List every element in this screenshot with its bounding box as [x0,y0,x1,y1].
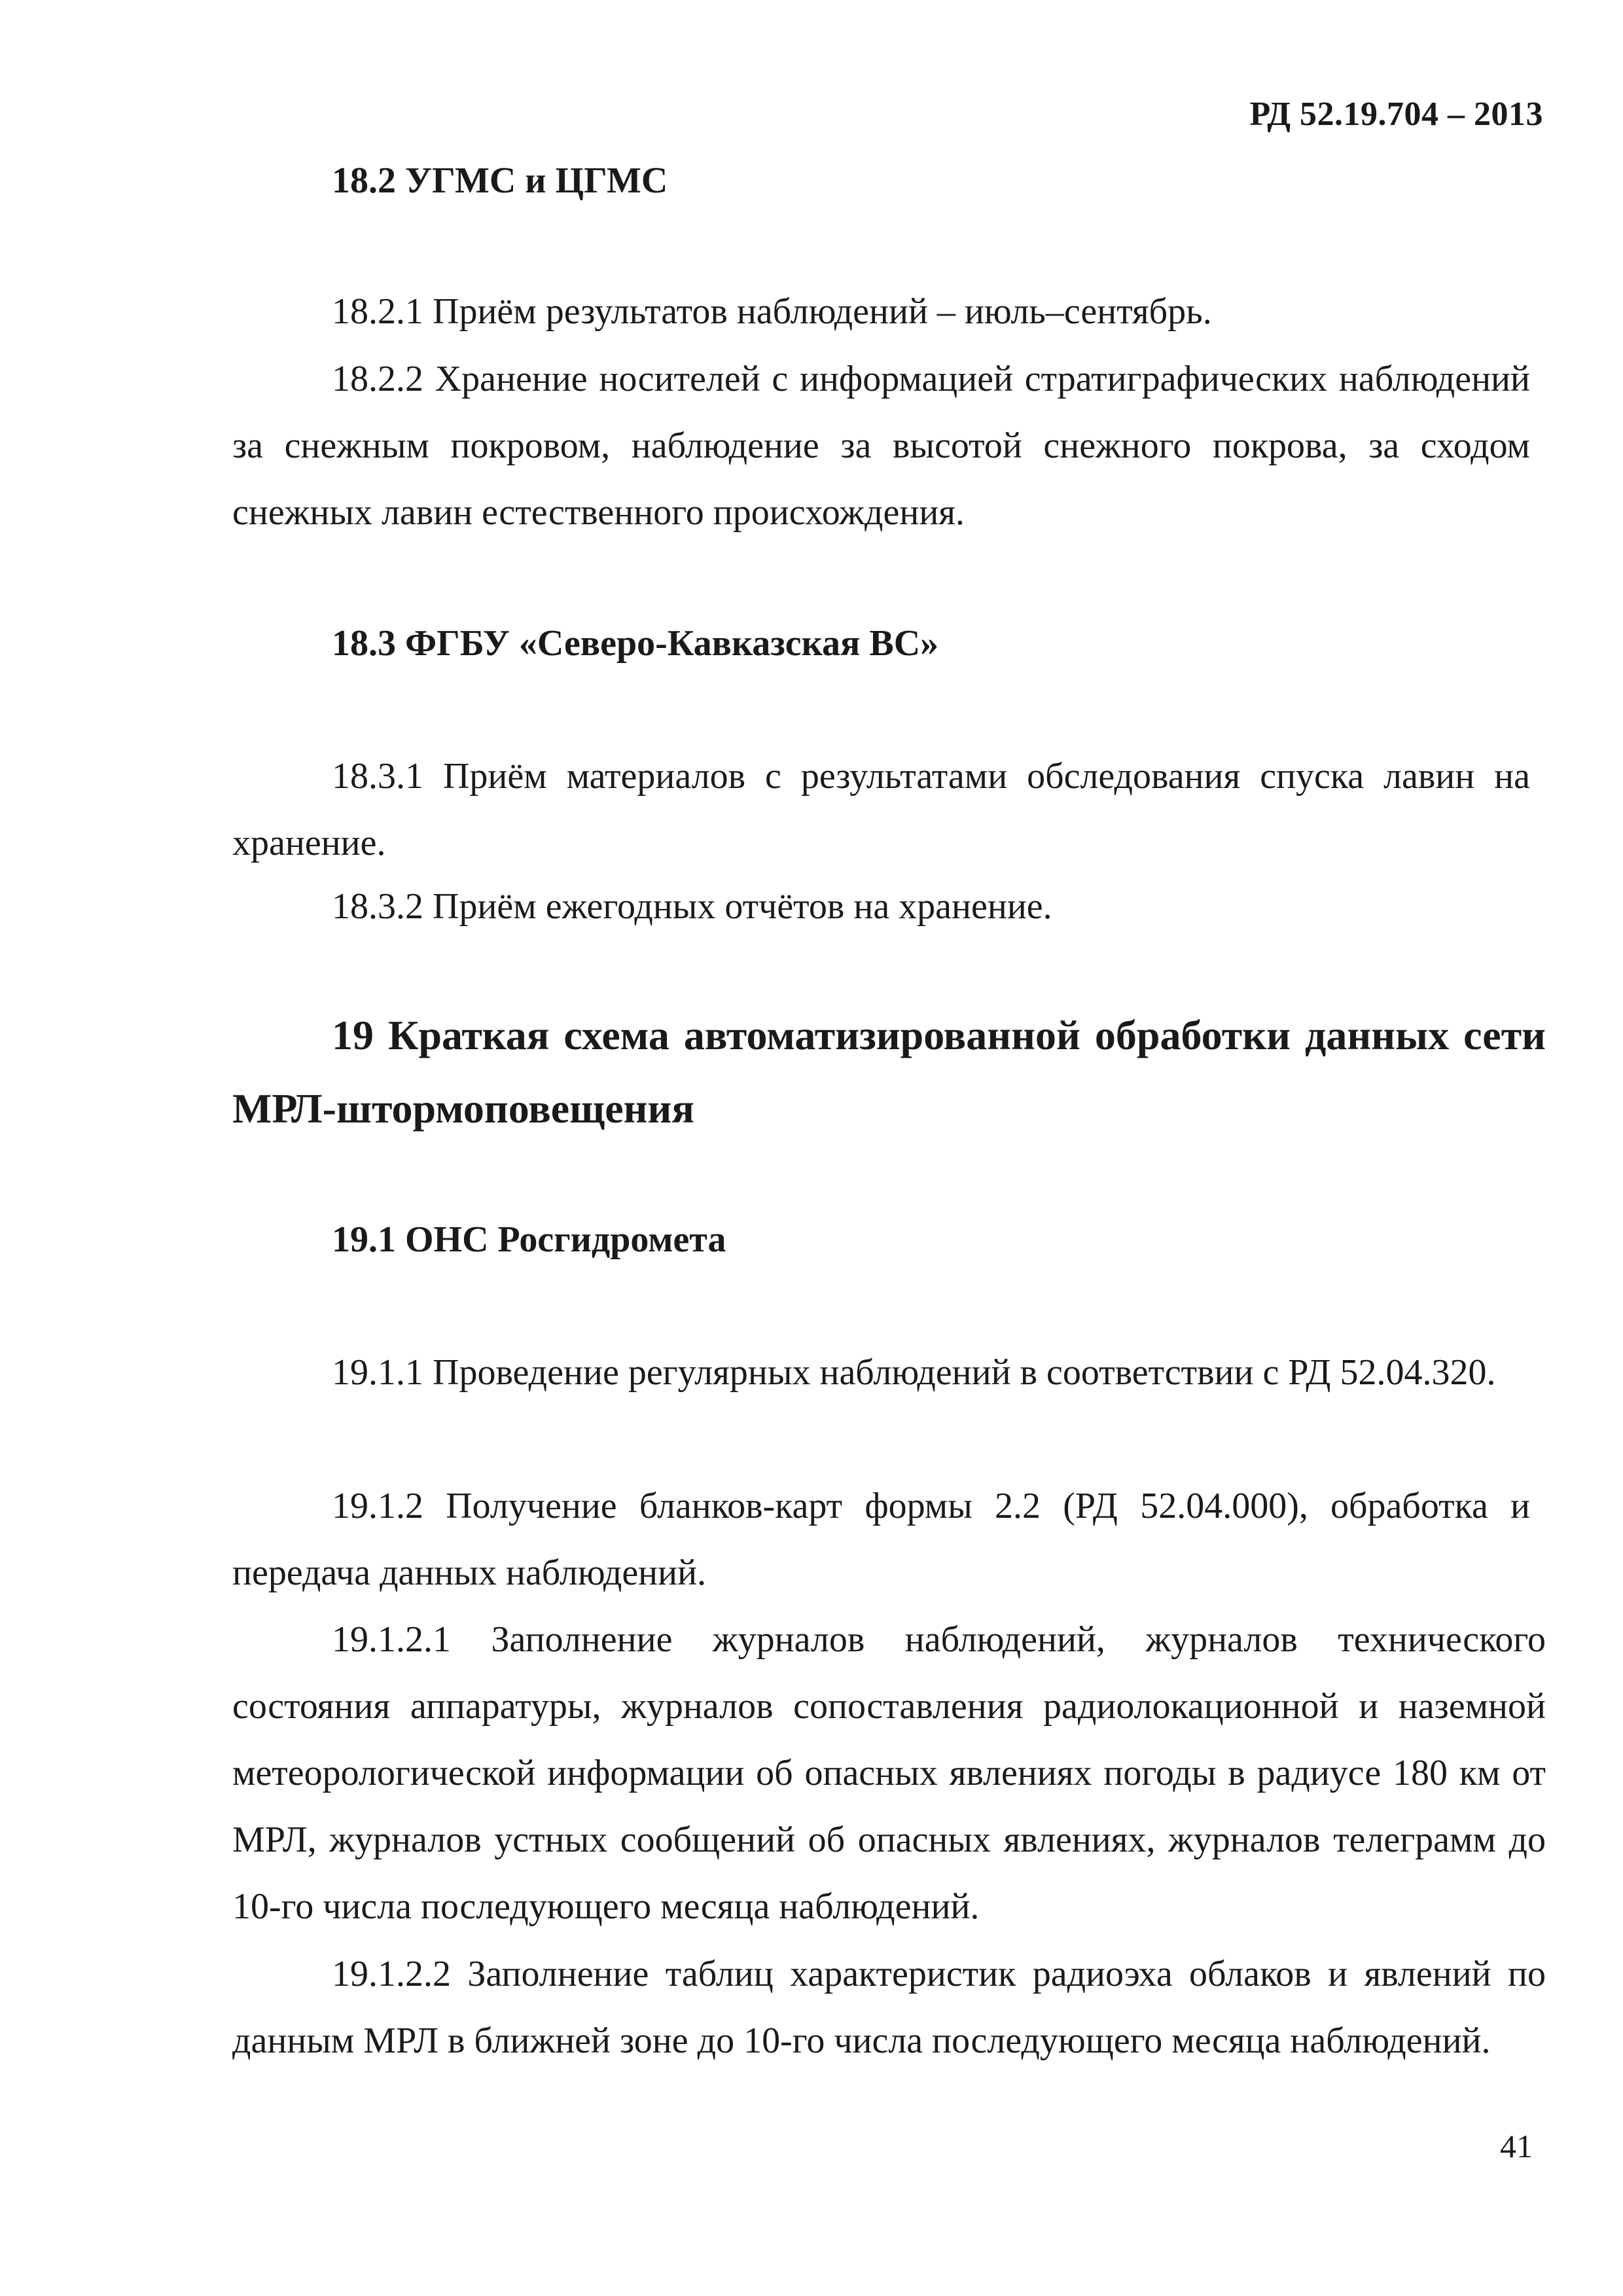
paragraph-18-3-2: 18.3.2 Приём ежегодных отчётов на хранение. [332,886,1052,927]
paragraph-19-1-2-2: 19.1.2.2 Заполнение таблиц характеристик радиоэха облаков и явлений по данным МРЛ в ближней зоне до 10-го числа последующего месяца наблюдений. [232,1954,1546,2061]
paragraph-18-2-2: 18.2.2 Хранение носителей с информацией стратиграфических наблюдений за снежным покровом, наблюдение за высотой снежного покрова, за сходом снежных лавин естественного происхождения. [232,359,1530,533]
section-19-1-heading: 19.1 ОНС Росгидромета [332,1219,726,1260]
section-18-3-heading: 18.3 ФГБУ «Северо-Кавказская ВС» [332,623,939,664]
paragraph-19-1-2: 19.1.2 Получение бланков-карт формы 2.2 (РД 52.04.000), обработка и передача данных наблюдений. [232,1486,1530,1593]
page-number: 41 [1500,2128,1533,2164]
paragraph-19-1-1: 19.1.1 Проведение регулярных наблюдений в соответствии с РД 52.04.320. [332,1352,1496,1393]
section-18-2-heading: 18.2 УГМС и ЦГМС [332,160,668,201]
paragraph-18-3-1: 18.3.1 Приём материалов с результатами обследования спуска лавин на хранение. [232,756,1530,863]
paragraph-18-2-1: 18.2.1 Приём результатов наблюдений – июль–сентябрь. [332,291,1212,332]
section-19-heading: 19 Краткая схема автоматизированной обработки данных сети МРЛ-штормоповещения [232,1012,1546,1132]
paragraph-19-1-2-1: 19.1.2.1 Заполнение журналов наблюдений, журналов технического состояния аппаратуры, журналов сопоставления радиолокационной и наземной метеорологической информации об опасных явлениях погоды в радиусе 180 км от МРЛ, журналов устных сообщений об опасных явлениях, журналов телеграмм до 10-го числа последующего месяца наблюдений. [232,1619,1546,1927]
document-code-header: РД 52.19.704 – 2013 [1249,96,1543,133]
